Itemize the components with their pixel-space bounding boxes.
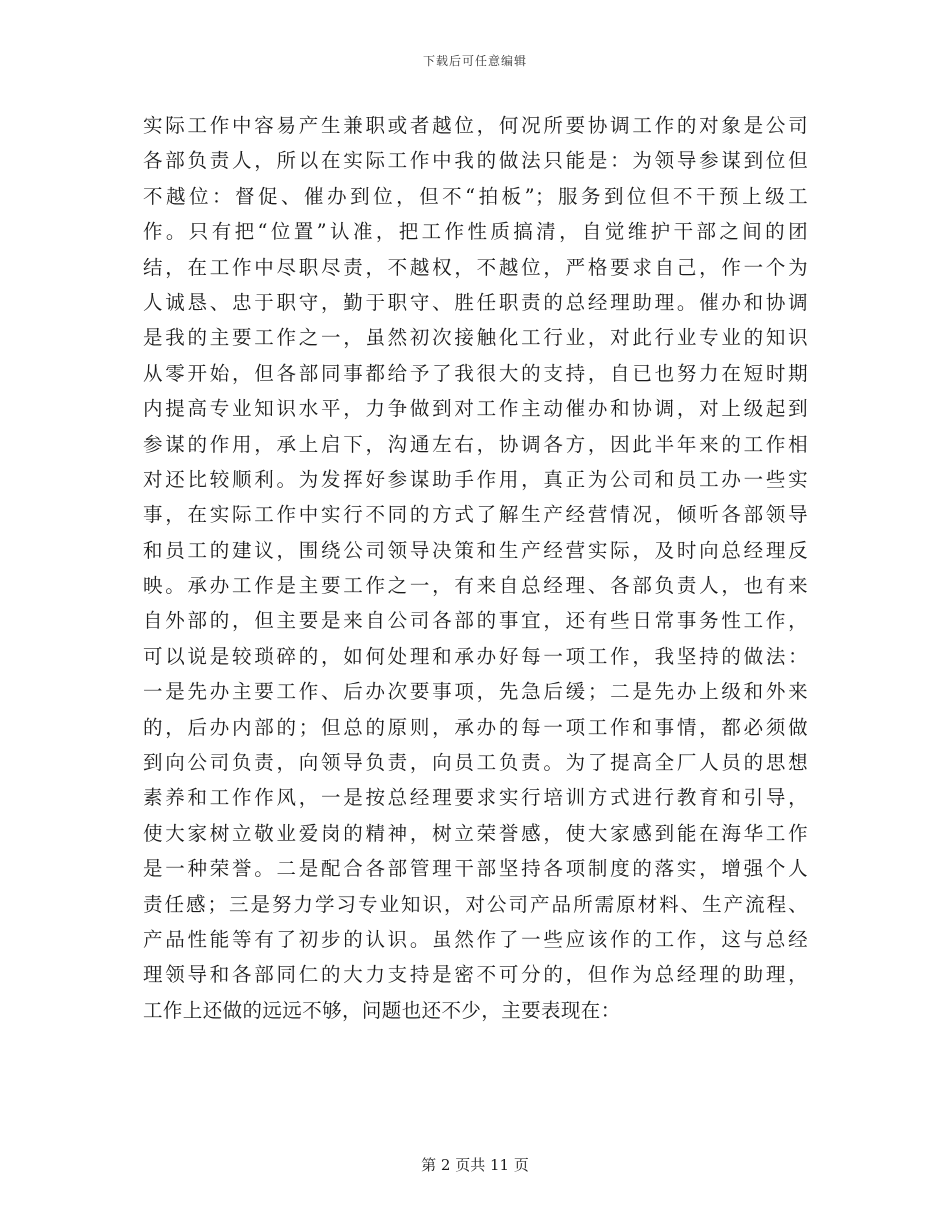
document-body [143,108,808,1028]
body-line: 自外部的，但主要是来自公司各部的事宜，还有些日常事务性工作， [143,609,808,633]
body-line: 可以说是较琐碎的，如何处理和承办好每一项工作，我坚持的做法： [143,644,808,668]
body-line-last: 工作上还做的远远不够，问题也还不少，主要表现在： [143,998,621,1022]
body-line: 事，在实际工作中实行不同的方式了解生产经营情况，倾听各部领导 [143,503,808,527]
body-line: 内提高专业知识水平，力争做到对工作主动催办和协调，对上级起到 [143,397,808,421]
body-line: 结，在工作中尽职尽责，不越权，不越位，严格要求自己，作一个为 [143,255,808,279]
body-line: 对还比较顺利。为发挥好参谋助手作用，真正为公司和员工办一些实 [143,467,808,491]
body-line: 是我的主要工作之一，虽然初次接触化工行业，对此行业专业的知识 [143,326,808,350]
page-header: 下载后可任意编辑 [422,54,527,68]
body-line: 各部负责人，所以在实际工作中我的做法只能是：为领导参谋到位但 [143,149,808,173]
body-line: 从零开始，但各部同事都给予了我很大的支持，自已也努力在短时期 [143,361,808,385]
body-line: 到向公司负责，向领导负责，向员工负责。为了提高全厂人员的思想 [143,751,808,775]
body-line: 作。只有把“位置”认准，把工作性质搞清，自觉维护干部之间的团 [143,220,808,244]
body-line: 是一种荣誉。二是配合各部管理干部坚持各项制度的落实，增强个人 [143,857,808,881]
body-line: 实际工作中容易产生兼职或者越位，何况所要协调工作的对象是公司 [143,114,808,137]
body-line: 一是先办主要工作、后办次要事项，先急后缓；二是先办上级和外来 [143,680,808,704]
body-line: 责任感；三是努力学习专业知识，对公司产品所需原材料、生产流程、 [143,892,808,916]
body-line: 参谋的作用，承上启下，沟通左右，协调各方，因此半年来的工作相 [143,432,808,456]
body-line: 的，后办内部的；但总的原则，承办的每一项工作和事情，都必须做 [143,715,808,739]
body-line: 映。承办工作是主要工作之一，有来自总经理、各部负责人，也有来 [143,574,808,598]
body-line: 产品性能等有了初步的认识。虽然作了一些应该作的工作，这与总经 [143,927,808,951]
body-line: 不越位：督促、催办到位，但不“拍板”；服务到位但不干预上级工 [143,184,808,208]
page-number-footer: 第 2 页共 11 页 [421,1156,529,1174]
body-line: 使大家树立敬业爱岗的精神，树立荣誉感，使大家感到能在海华工作 [143,821,808,845]
body-line: 人诚恳、忠于职守，勤于职守、胜任职责的总经理助理。催办和协调 [143,290,808,314]
body-line: 和员工的建议，围绕公司领导决策和生产经营实际，及时向总经理反 [143,538,808,562]
body-line: 理领导和各部同仁的大力支持是密不可分的，但作为总经理的助理， [143,963,808,987]
body-line: 素养和工作作风，一是按总经理要求实行培训方式进行教育和引导， [143,786,808,810]
